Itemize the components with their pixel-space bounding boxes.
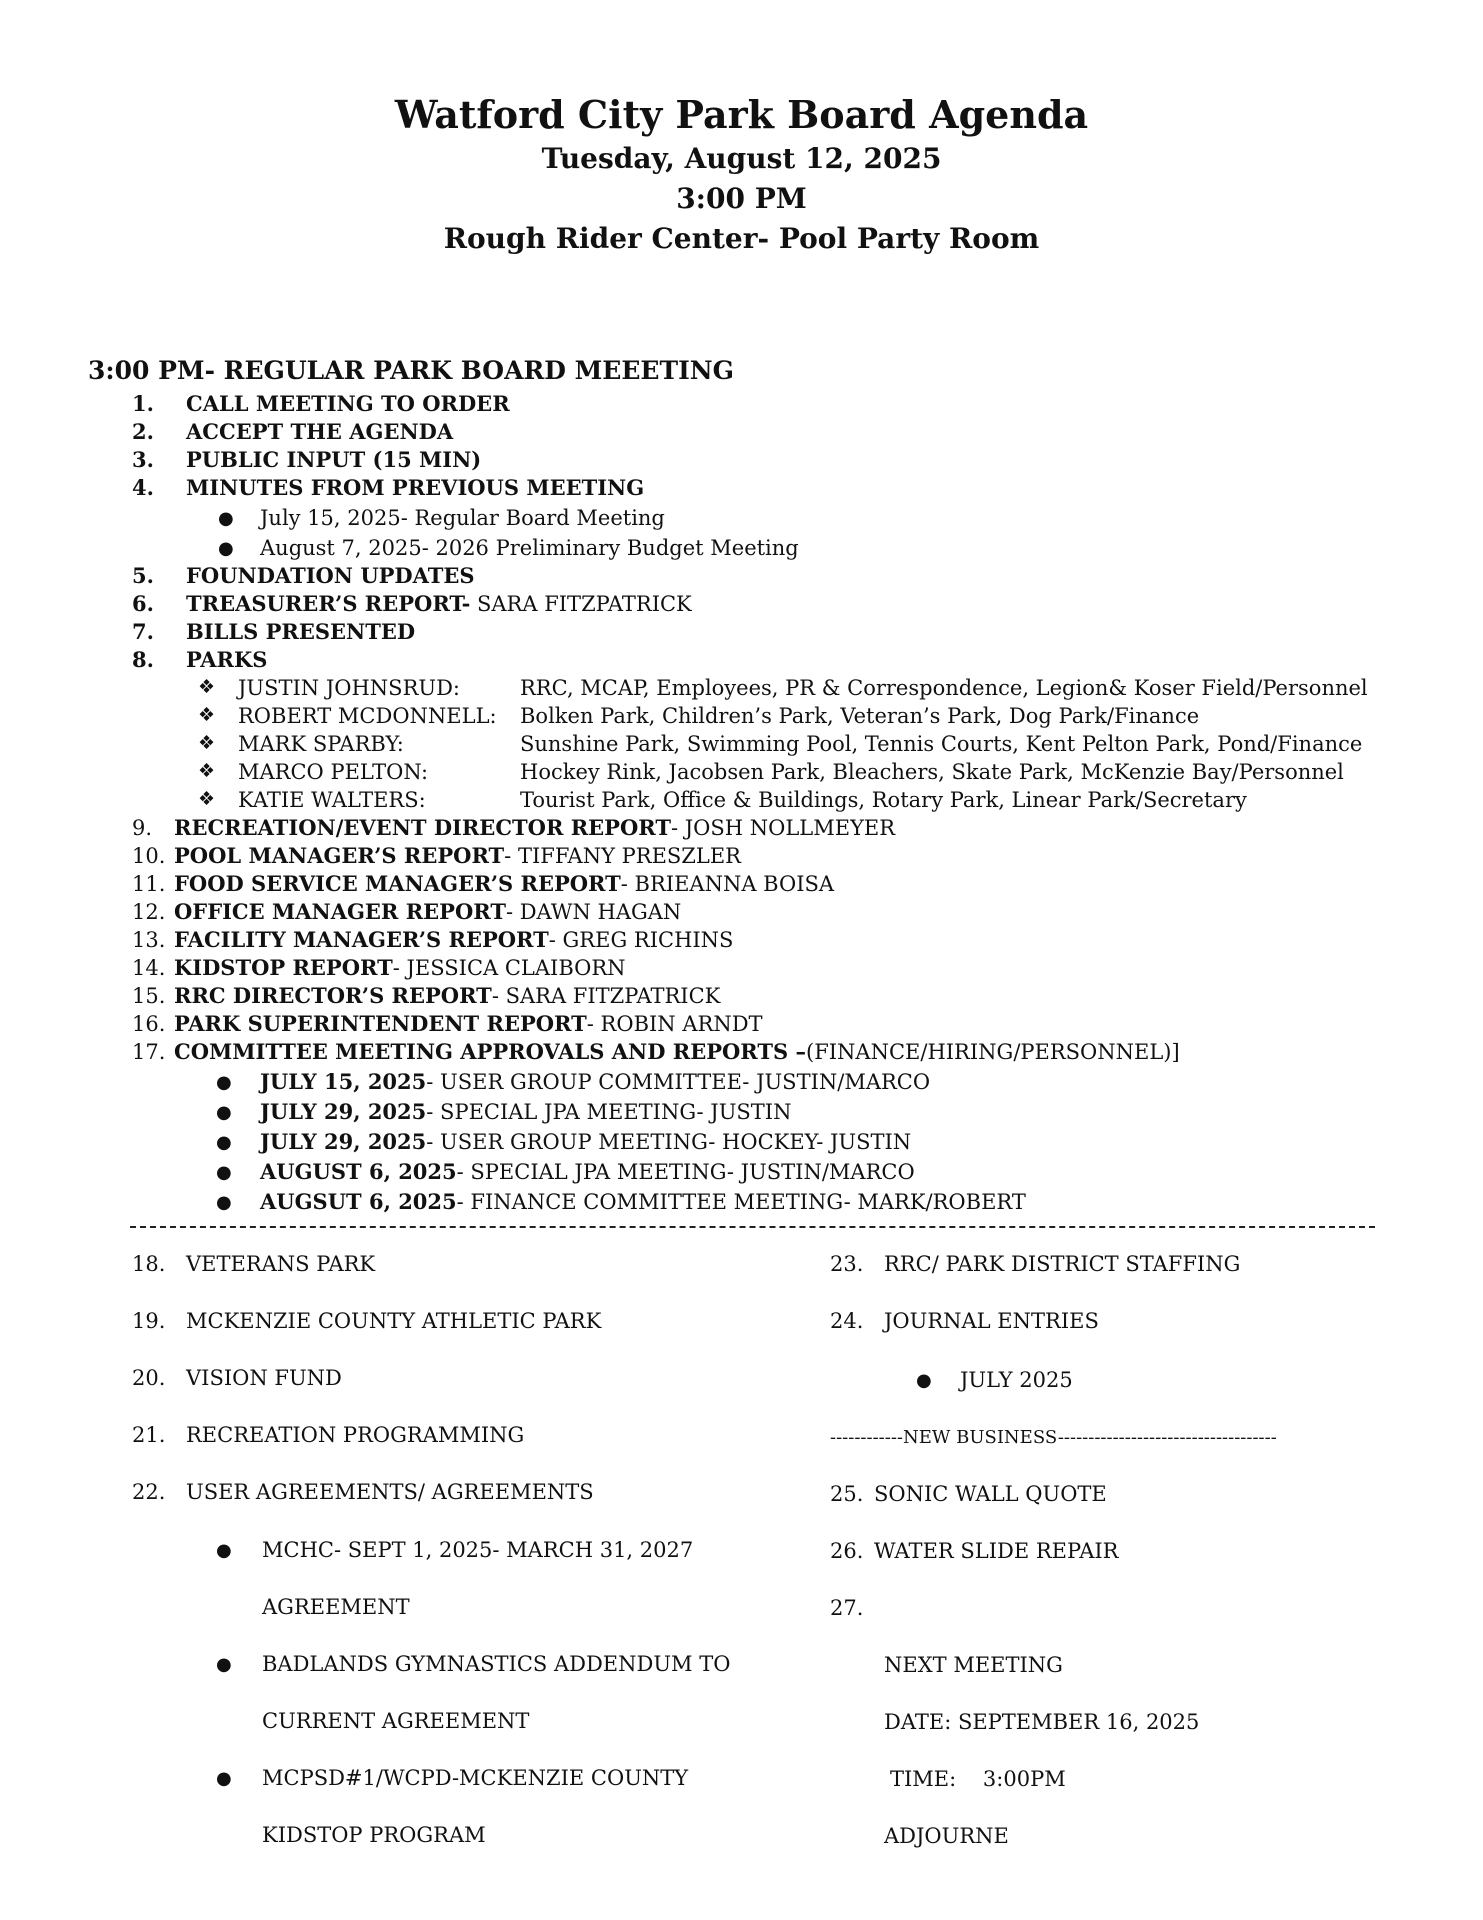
agenda-item: FOUNDATION UPDATES	[186, 563, 475, 588]
park-assignments: Hockey Rink, Jacobsen Park, Bleachers, Skate Park, McKenzie Bay/Personnel	[520, 760, 1344, 784]
bullet-icon: ●	[218, 538, 234, 559]
agreement-line: BADLANDS GYMNASTICS ADDENDUM TO	[262, 1652, 731, 1676]
section-divider	[130, 1226, 1375, 1230]
agenda-item-number: 27.	[830, 1596, 864, 1620]
agenda-item: RRC/ PARK DISTRICT STAFFING	[884, 1252, 1241, 1276]
park-commissioner: MARK SPARBY:	[238, 732, 404, 756]
agenda-item-number: 2.	[132, 419, 154, 444]
agenda-item-number: 11.	[132, 872, 166, 896]
agenda-item: KIDSTOP REPORT- JESSICA CLAIBORN	[174, 955, 626, 980]
agreement-line: MCHC- SEPT 1, 2025- MARCH 31, 2027	[262, 1538, 694, 1562]
agenda-item-number: 23.	[830, 1252, 864, 1276]
bullet-icon: ●	[216, 1132, 232, 1153]
meeting-date: Tuesday, August 12, 2025	[541, 142, 942, 175]
park-commissioner: JUSTIN JOHNSRUD:	[238, 676, 460, 700]
bullet-icon: ●	[216, 1102, 232, 1123]
bullet-icon: ●	[216, 1162, 232, 1183]
agenda-item-number: 24.	[830, 1309, 864, 1333]
section-title: 3:00 PM- REGULAR PARK BOARD MEEETING	[88, 356, 734, 385]
park-commissioner: KATIE WALTERS:	[238, 788, 426, 812]
park-assignments: Sunshine Park, Swimming Pool, Tennis Courts, Kent Pelton Park, Pond/Finance	[520, 732, 1363, 756]
bullet-icon: ●	[216, 1654, 232, 1675]
agenda-item: PUBLIC INPUT (15 MIN)	[186, 447, 482, 472]
agenda-item-number: 13.	[132, 928, 166, 952]
agenda-item: VISION FUND	[186, 1366, 342, 1390]
agreement-line: KIDSTOP PROGRAM	[262, 1823, 486, 1847]
agenda-item: POOL MANAGER’S REPORT- TIFFANY PRESZLER	[174, 843, 741, 868]
agenda-item-number: 22.	[132, 1480, 166, 1504]
agenda-item-number: 21.	[132, 1423, 166, 1447]
agenda-item-number: 4.	[132, 475, 154, 500]
committee-meeting: AUGSUT 6, 2025- FINANCE COMMITTEE MEETING- MARK/ROBERT	[260, 1189, 1026, 1214]
agenda-title: Watford City Park Board Agenda	[394, 92, 1089, 137]
agenda-item-number: 20.	[132, 1366, 166, 1390]
agenda-item: MCKENZIE COUNTY ATHLETIC PARK	[186, 1309, 602, 1333]
agenda-item: CALL MEETING TO ORDER	[186, 391, 510, 416]
agenda-item-number: 9.	[132, 816, 153, 840]
park-assignments: Tourist Park, Office & Buildings, Rotary Park, Linear Park/Secretary	[520, 788, 1247, 812]
agenda-item: USER AGREEMENTS/ AGREEMENTS	[186, 1480, 594, 1504]
committee-meeting: JULY 29, 2025- SPECIAL JPA MEETING- JUSTIN	[260, 1099, 792, 1124]
committee-meeting: JULY 29, 2025- USER GROUP MEETING- HOCKEY- JUSTIN	[260, 1129, 912, 1154]
minutes-item: August 7, 2025- 2026 Preliminary Budget Meeting	[260, 536, 799, 560]
agenda-item: RECREATION PROGRAMMING	[186, 1423, 525, 1447]
agenda-item: BILLS PRESENTED	[186, 619, 416, 644]
park-commissioner: ROBERT MCDONNELL:	[238, 704, 497, 728]
park-assignments: Bolken Park, Children’s Park, Veteran’s Park, Dog Park/Finance	[520, 704, 1200, 728]
next-meeting-label: NEXT MEETING	[884, 1653, 1063, 1677]
bullet-icon: ●	[216, 1192, 232, 1213]
agenda-item: MINUTES FROM PREVIOUS MEETING	[186, 475, 645, 500]
agenda-item: OFFICE MANAGER REPORT- DAWN HAGAN	[174, 899, 682, 924]
diamond-bullet-icon: ❖	[198, 760, 216, 782]
bullet-icon: ●	[218, 508, 234, 529]
park-assignments: RRC, MCAP, Employees, PR & Correspondence, Legion& Koser Field/Personnel	[520, 676, 1368, 700]
bullet-icon: ●	[216, 1768, 232, 1789]
park-commissioner: MARCO PELTON:	[238, 760, 429, 784]
adjourn-label: ADJOURNE	[884, 1824, 1009, 1848]
agenda-item-number: 5.	[132, 563, 154, 588]
agenda-item: VETERANS PARK	[186, 1252, 376, 1276]
minutes-item: July 15, 2025- Regular Board Meeting	[260, 506, 665, 530]
agenda-item-number: 3.	[132, 447, 154, 472]
agenda-item-number: 8.	[132, 647, 154, 672]
agreement-line: MCPSD#1/WCPD-MCKENZIE COUNTY	[262, 1766, 689, 1790]
agenda-item-number: 17.	[132, 1040, 166, 1064]
diamond-bullet-icon: ❖	[198, 676, 216, 698]
agenda-item-number: 19.	[132, 1309, 166, 1333]
new-business-divider: ------------NEW BUSINESS------------------------------------	[830, 1427, 1277, 1448]
agenda-item: FACILITY MANAGER’S REPORT- GREG RICHINS	[174, 927, 734, 952]
bullet-icon: ●	[216, 1540, 232, 1561]
agenda-item: ACCEPT THE AGENDA	[186, 419, 454, 444]
agenda-item-number: 1.	[132, 391, 154, 416]
meeting-location: Rough Rider Center- Pool Party Room	[443, 222, 1040, 255]
agenda-item: RECREATION/EVENT DIRECTOR REPORT- JOSH NOLLMEYER	[174, 815, 896, 840]
agenda-item: JOURNAL ENTRIES	[884, 1309, 1099, 1333]
agenda-item-number: 14.	[132, 956, 166, 980]
diamond-bullet-icon: ❖	[198, 732, 216, 754]
agenda-item: FOOD SERVICE MANAGER’S REPORT- BRIEANNA BOISA	[174, 871, 835, 896]
agenda-item-number: 18.	[132, 1252, 166, 1276]
journal-entry: JULY 2025	[960, 1368, 1073, 1392]
agenda-item: WATER SLIDE REPAIR	[874, 1539, 1119, 1563]
agenda-item-number: 26.	[830, 1539, 864, 1563]
agenda-item: SONIC WALL QUOTE	[874, 1482, 1107, 1506]
agenda-item-number: 7.	[132, 619, 154, 644]
agenda-item: TREASURER’S REPORT- SARA FITZPATRICK	[186, 591, 692, 616]
agenda-item: RRC DIRECTOR’S REPORT- SARA FITZPATRICK	[174, 983, 721, 1008]
agenda-item-number: 6.	[132, 591, 154, 616]
agreement-line: AGREEMENT	[262, 1595, 410, 1619]
agenda-item-number: 12.	[132, 900, 166, 924]
diamond-bullet-icon: ❖	[198, 704, 216, 726]
bullet-icon: ●	[916, 1370, 932, 1391]
next-meeting-time: TIME: 3:00PM	[890, 1767, 1066, 1791]
committee-meeting: JULY 15, 2025- USER GROUP COMMITTEE- JUSTIN/MARCO	[260, 1069, 931, 1094]
agenda-item-number: 10.	[132, 844, 166, 868]
agenda-item-number: 16.	[132, 1012, 166, 1036]
agenda-item: PARK SUPERINTENDENT REPORT- ROBIN ARNDT	[174, 1011, 763, 1036]
committee-meeting: AUGUST 6, 2025- SPECIAL JPA MEETING- JUSTIN/MARCO	[260, 1159, 915, 1184]
meeting-time: 3:00 PM	[676, 182, 807, 215]
next-meeting-date: DATE: SEPTEMBER 16, 2025	[884, 1710, 1200, 1734]
agreement-line: CURRENT AGREEMENT	[262, 1709, 530, 1733]
bullet-icon: ●	[216, 1072, 232, 1093]
diamond-bullet-icon: ❖	[198, 788, 216, 810]
agenda-item-number: 15.	[132, 984, 166, 1008]
agenda-item: PARKS	[186, 647, 268, 672]
agenda-item-number: 25.	[830, 1482, 864, 1506]
agenda-item: COMMITTEE MEETING APPROVALS AND REPORTS –(FINANCE/HIRING/PERSONNEL)]	[174, 1039, 1180, 1064]
